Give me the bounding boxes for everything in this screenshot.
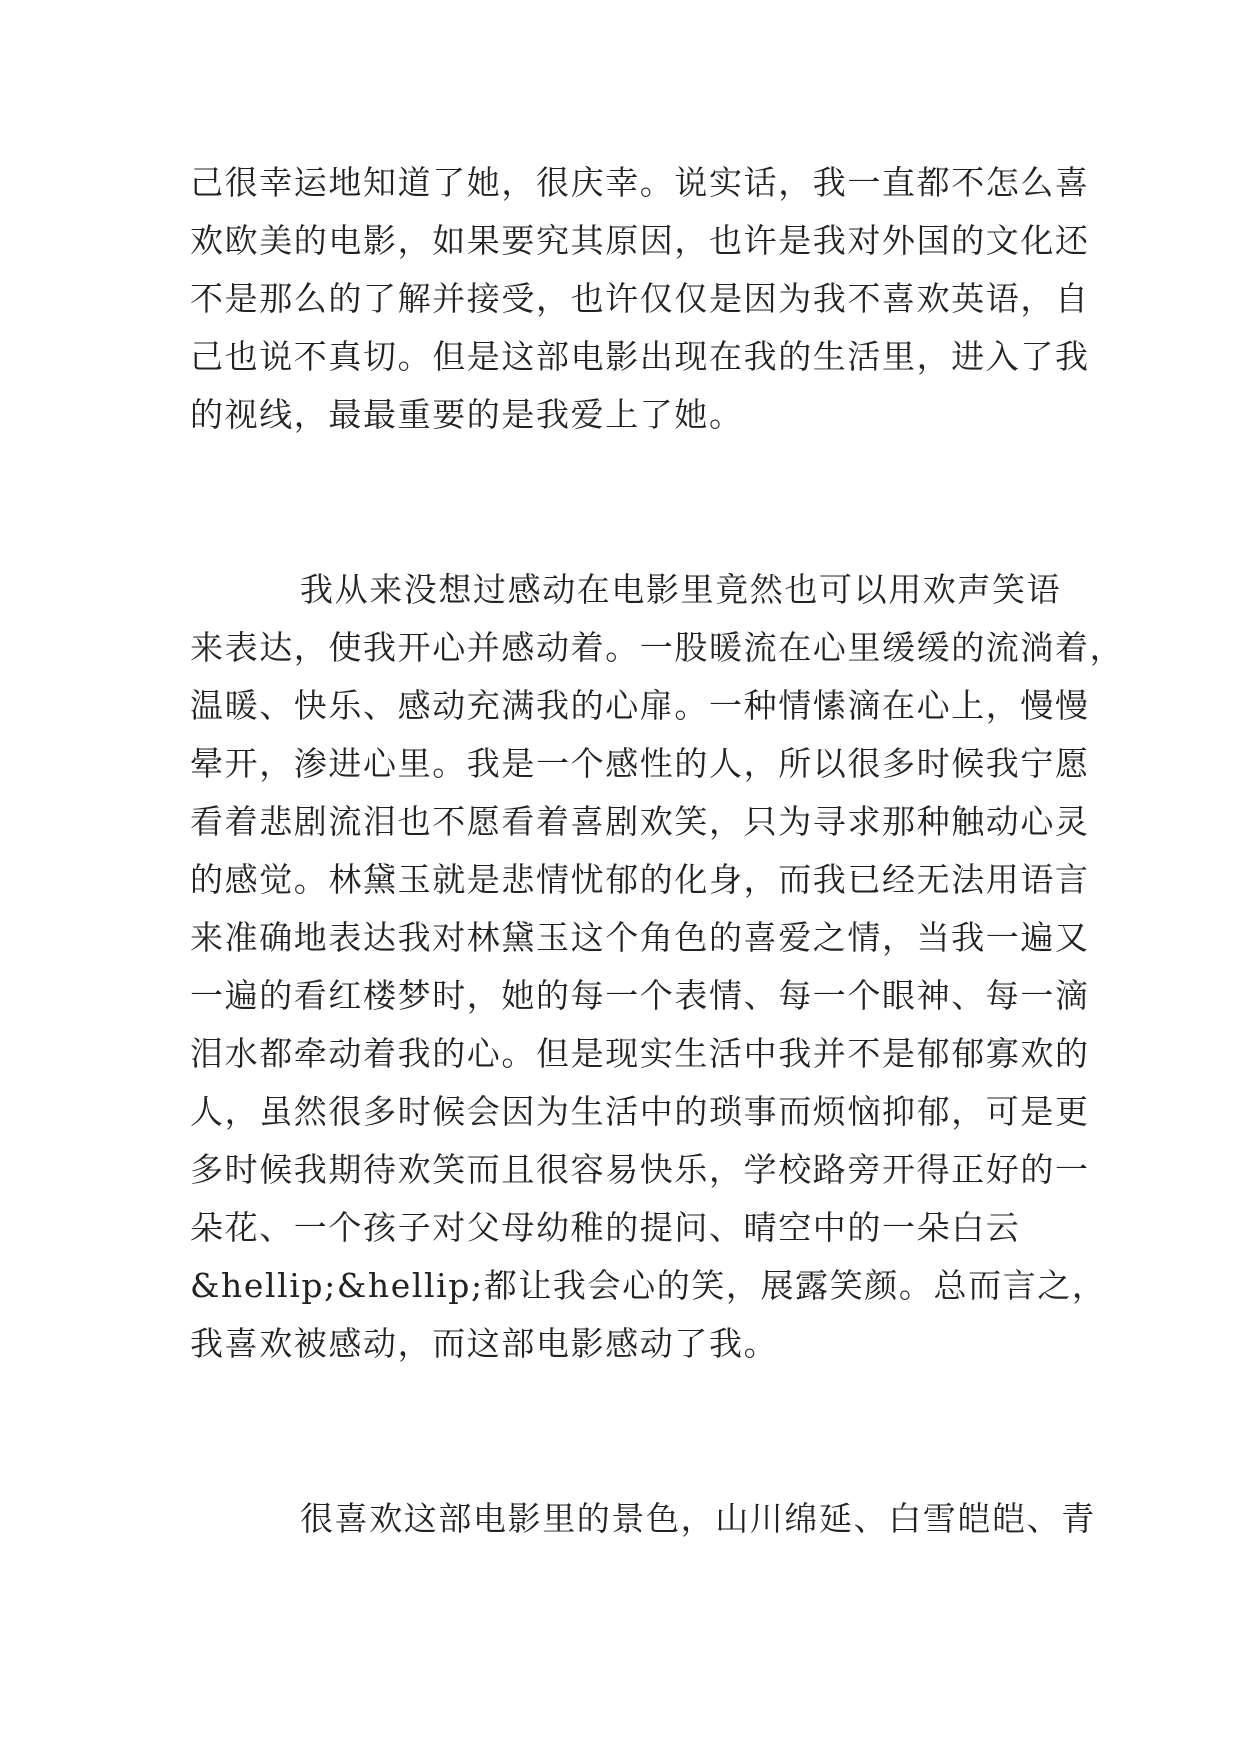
- text-line: 看着悲剧流泪也不愿看着喜剧欢笑，只为寻求那种触动心灵: [190, 802, 1090, 841]
- text-line: 我喜欢被感动，而这部电影感动了我。: [190, 1324, 779, 1363]
- text-line: 很喜欢这部电影里的景色，山川绵延、白雪皑皑、青: [300, 1499, 1096, 1538]
- text-line: 我从来没想过感动在电影里竟然也可以用欢声笑语: [300, 570, 1062, 609]
- text-line: 的感觉。林黛玉就是悲情忧郁的化身，而我已经无法用语言: [190, 860, 1090, 899]
- text-line: 的视线，最最重要的是我爱上了她。: [190, 395, 744, 434]
- text-line: 己也说不真切。但是这部电影出现在我的生活里，进入了我: [190, 337, 1090, 376]
- text-line: 欢欧美的电影，如果要究其原因，也许是我对外国的文化还: [190, 221, 1090, 260]
- text-line: 朵花、一个孩子对父母幼稚的提问、晴空中的一朵白云: [190, 1208, 1021, 1247]
- text-line: 来准确地表达我对林黛玉这个角色的喜爱之情，当我一遍又: [190, 918, 1090, 957]
- text-line: 晕开，渗进心里。我是一个感性的人，所以很多时候我宁愿: [190, 744, 1090, 783]
- text-line: 来表达，使我开心并感动着。一股暖流在心里缓缓的流淌着，: [190, 628, 1125, 667]
- text-line: &hellip;&hellip;都让我会心的笑，展露笑颜。总而言之，: [190, 1266, 1107, 1305]
- text-line: 己很幸运地知道了她，很庆幸。说实话，我一直都不怎么喜: [190, 163, 1090, 202]
- text-line: 泪水都牵动着我的心。但是现实生活中我并不是郁郁寡欢的: [190, 1034, 1090, 1073]
- text-line: 不是那么的了解并接受，也许仅仅是因为我不喜欢英语，自: [190, 279, 1090, 318]
- text-line: 人，虽然很多时候会因为生活中的琐事而烦恼抑郁，可是更: [190, 1092, 1090, 1131]
- text-line: 一遍的看红楼梦时，她的每一个表情、每一个眼神、每一滴: [190, 976, 1090, 1015]
- text-line: 多时候我期待欢笑而且很容易快乐，学校路旁开得正好的一: [190, 1150, 1090, 1189]
- text-line: 温暖、快乐、感动充满我的心扉。一种情愫滴在心上，慢慢: [190, 686, 1090, 725]
